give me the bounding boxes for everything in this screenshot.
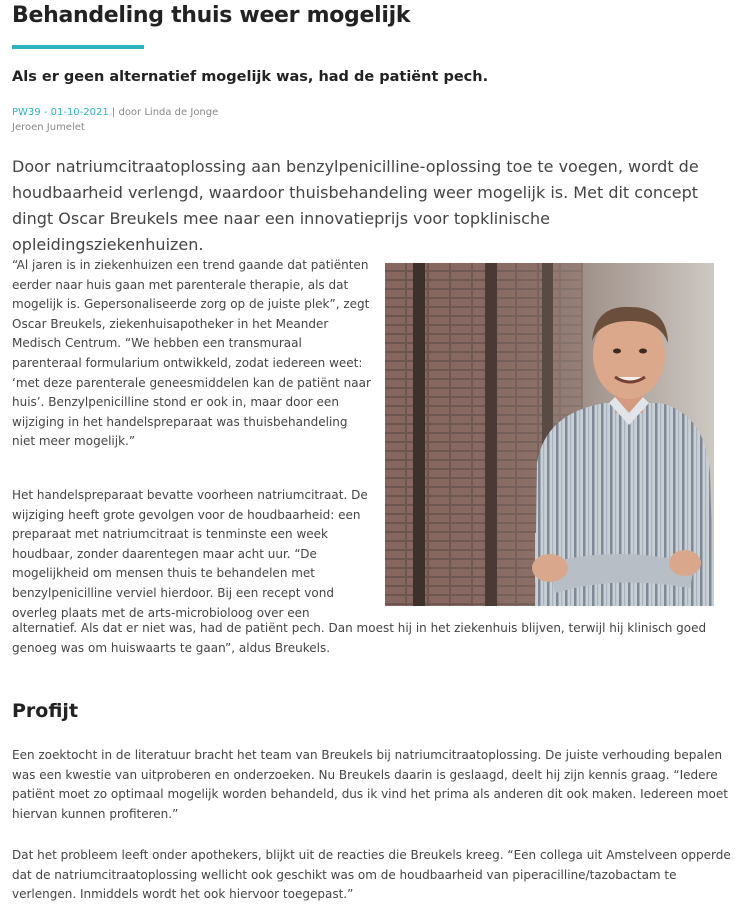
- portrait-illustration: [385, 263, 714, 606]
- article-meta: [12, 105, 218, 135]
- article-title: Behandeling thuis weer mogelijk: [12, 3, 411, 28]
- paragraph-4: Dat het probleem leeft onder apothekers, blijkt uit de reacties die Breukels kreeg. “Een collega uit Amstelveen opperde dat de natriumcitraatoplossing wellicht ook geschikt was om de houdbaarheid van piperacilline/tazobactam te verlengen. Inmiddels wordt het ook hiervoor toegepast.”: [12, 848, 731, 902]
- paragraph-2-continued: alternatief. Als dat er niet was, had de patiënt pech. Dan moest hij in het ziekenhuis blijven, terwijl hij klinisch goed genoeg was om huiswaarts te gaan”, aldus Breukels.: [12, 621, 707, 655]
- meta-separator: |: [108, 107, 119, 118]
- portrait-photo: [385, 263, 714, 606]
- article-subtitle: Als er geen alternatief mogelijk was, had de patiënt pech.: [12, 69, 489, 85]
- issue-date: PW39 - 01-10-2021: [12, 107, 109, 118]
- paragraph-3: Een zoektocht in de literatuur bracht het team van Breukels bij natriumcitraatoplossing. De juiste verhouding bepalen was een kwestie van uitproberen en onderzoeken. Nu Breukels daarin is geslaagd, deelt hij zijn kennis graag. “Iedere patiënt moet zo optimaal mogelijk worden behandeld, dus ik vind het prima als anderen dit ook maken. Iedereen moet hiervan kunnen profiteren.”: [12, 748, 728, 821]
- photographer-credit: Jeroen Jumelet: [12, 122, 85, 133]
- section-heading-profijt: Profijt: [12, 700, 79, 722]
- paragraph-2: Het handelspreparaat bevatte voorheen natriumcitraat. De wijziging heeft grote gevolgen voor de houdbaarheid: een preparaat met natriumcitraat is tenminste een week houdbaar, zonder daarentegen maar acht uur. “De mogelijkheid om mensen thuis te behandelen met benzylpenicilline verviel hierdoor. Bij een recept vond overleg plaats met de arts-microbioloog over een: [12, 488, 368, 620]
- author-byline: door Linda de Jonge: [118, 107, 219, 118]
- paragraph-1: “Al jaren is in ziekenhuizen een trend gaande dat patiënten eerder naar huis gaan met parenterale therapie, als dat mogelijk is. Gepersonaliseerde zorg op de juiste plek”, zegt Oscar Breukels, ziekenhuisapotheker in het Meander Medisch Centrum. “We hebben een transmuraal parenteraal formularium ontwikkeld, zodat iedereen weet: ‘met deze parenterale geneesmiddelen kan de patiënt naar huis’. Benzylpenicilline stond er ook in, maar door een wijziging in het handelspreparaat was thuisbehandeling niet meer mogelijk.”: [12, 258, 371, 449]
- title-accent-bar: [12, 45, 144, 49]
- article-lead: Door natriumcitraatoplossing aan benzylpenicilline-oplossing toe te voegen, wordt de houdbaarheid verlengd, waardoor thuisbehandeling weer mogelijk is. Met dit concept dingt Oscar Breukels mee naar een innovatieprijs voor topklinische opleidingsziekenhuizen.: [12, 157, 699, 254]
